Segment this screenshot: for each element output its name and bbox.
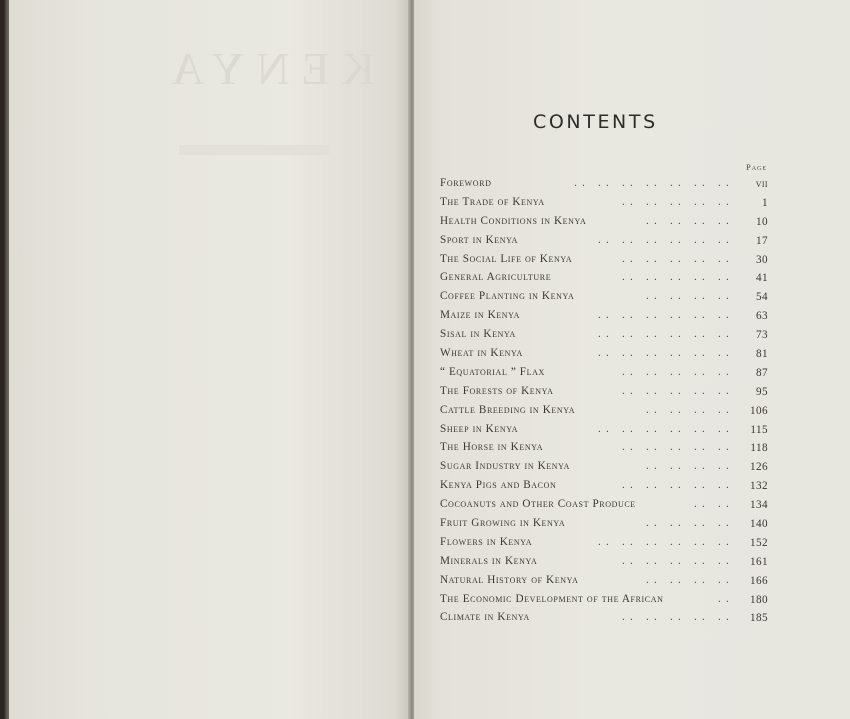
toc-entry — [440, 515, 770, 534]
toc-entry-page: 54 — [756, 291, 768, 304]
page-column-header: Page — [746, 162, 768, 172]
toc-entry — [440, 496, 770, 515]
toc-leader-dots: .. .. .. .. .. .. — [598, 422, 734, 435]
toc-entry-page: 1 — [762, 196, 768, 209]
toc-entry — [440, 175, 770, 194]
toc-entry — [440, 591, 770, 610]
toc-entry-title: The Forests of Kenya — [440, 384, 554, 397]
toc-entry-page: 152 — [750, 536, 768, 549]
toc-entry-title: Health Conditions in Kenya — [440, 214, 587, 227]
toc-entry-title: Cocoanuts and Other Coast Produce — [440, 498, 636, 511]
show-through-title: KENYA — [159, 43, 375, 94]
toc-entry — [440, 609, 770, 628]
toc-leader-dots: .. .. .. .. .. — [622, 252, 734, 265]
contents-title: CONTENTS — [533, 111, 658, 133]
toc-entry — [440, 439, 770, 458]
toc-entry-title: Flowers in Kenya — [440, 535, 533, 548]
toc-leader-dots: .. .. .. .. .. .. — [598, 347, 734, 360]
toc-entry — [440, 534, 770, 553]
toc-leader-dots: .. .. .. .. .. — [622, 365, 734, 378]
toc-entry-page: 106 — [750, 404, 768, 417]
toc-entry-title: Foreword — [440, 177, 492, 189]
toc-leader-dots: .. .. .. .. .. — [622, 195, 734, 208]
toc-entry-page: 132 — [750, 480, 768, 493]
show-through-subtitle — [179, 145, 329, 155]
toc-leader-dots: .. .. .. .. — [646, 403, 734, 416]
toc-entry-title: Maize in Kenya — [440, 309, 521, 322]
toc-entry-page: 41 — [756, 272, 768, 285]
toc-entry-page: 134 — [750, 499, 768, 512]
toc-leader-dots: .. .. .. .. .. .. .. — [574, 177, 734, 189]
toc-entry-page: 95 — [756, 385, 768, 398]
toc-entry-page: 10 — [756, 215, 768, 228]
toc-entry-title: Fruit Growing in Kenya — [440, 517, 566, 530]
toc-entry — [440, 326, 770, 345]
toc-entry-title: Sheep in Kenya — [440, 422, 519, 435]
toc-entry-title: Kenya Pigs and Bacon — [440, 479, 557, 492]
toc-entry-title: Cattle Breeding in Kenya — [440, 403, 576, 416]
left-page — [9, 0, 410, 719]
toc-leader-dots: .. .. .. .. .. .. — [598, 535, 734, 548]
toc-entry-page: 140 — [750, 518, 768, 531]
toc-entry-page: 118 — [750, 442, 768, 455]
toc-leader-dots: .. .. .. .. .. — [622, 384, 734, 397]
toc-leader-dots: .. — [718, 592, 734, 605]
toc-leader-dots: .. .. .. .. .. .. — [598, 328, 734, 341]
toc-leader-dots: .. .. .. .. — [646, 460, 734, 473]
toc-leader-dots: .. .. .. .. .. — [622, 611, 734, 624]
toc-entry-title: Minerals in Kenya — [440, 554, 538, 567]
toc-entry-page: 126 — [750, 461, 768, 474]
toc-entry — [440, 251, 770, 270]
toc-leader-dots: .. .. .. .. .. .. — [598, 309, 734, 322]
toc-entry — [440, 213, 770, 232]
toc-entry-title: Natural History of Kenya — [440, 573, 579, 586]
toc-entry-page: 63 — [756, 310, 768, 323]
toc-entry-page: 161 — [750, 555, 768, 568]
toc-entry — [440, 194, 770, 213]
toc-leader-dots: .. .. .. .. .. — [622, 441, 734, 454]
toc-entry-title: “ Equatorial ” Flax — [440, 365, 545, 378]
toc-entry — [440, 307, 770, 326]
toc-leader-dots: .. .. .. .. .. — [622, 479, 734, 492]
toc-entry — [440, 477, 770, 496]
toc-entry — [440, 402, 770, 421]
toc-leader-dots: .. .. — [694, 498, 734, 511]
toc-leader-dots: .. .. .. .. — [646, 573, 734, 586]
toc-entry-title: Wheat in Kenya — [440, 347, 523, 360]
toc-leader-dots: .. .. .. .. — [646, 214, 734, 227]
toc-entry — [440, 364, 770, 383]
toc-entry-page: 73 — [756, 329, 768, 342]
toc-entry-title: The Trade of Kenya — [440, 195, 545, 208]
toc-entry-title: Coffee Planting in Kenya — [440, 290, 575, 303]
toc-entry — [440, 421, 770, 440]
toc-entry-title: Sisal in Kenya — [440, 328, 516, 341]
toc-entry-page: 30 — [756, 253, 768, 266]
toc-entry — [440, 288, 770, 307]
toc-entry-page: 17 — [756, 234, 768, 247]
toc-leader-dots: .. .. .. .. — [646, 290, 734, 303]
toc-entry-page: 166 — [750, 574, 768, 587]
toc-entry — [440, 553, 770, 572]
toc-entry — [440, 345, 770, 364]
toc-entry — [440, 232, 770, 251]
toc-entry-page: 115 — [750, 423, 768, 436]
toc-entry — [440, 269, 770, 288]
toc-entry — [440, 572, 770, 591]
toc-entry — [440, 458, 770, 477]
toc-entry-page: 185 — [750, 612, 768, 625]
toc-entry-page: 180 — [750, 593, 768, 606]
toc-entry-page: 81 — [756, 348, 768, 361]
toc-leader-dots: .. .. .. .. .. — [622, 271, 734, 284]
toc-entry-title: Sugar Industry in Kenya — [440, 460, 570, 473]
toc-leader-dots: .. .. .. .. .. — [622, 554, 734, 567]
toc-entry — [440, 383, 770, 402]
toc-entry-title: The Social Life of Kenya — [440, 252, 573, 265]
table-of-contents — [440, 175, 770, 628]
toc-entry-page: 87 — [756, 366, 768, 379]
toc-leader-dots: .. .. .. .. — [646, 517, 734, 530]
toc-entry-title: General Agriculture — [440, 271, 552, 284]
toc-leader-dots: .. .. .. .. .. .. — [598, 233, 734, 246]
toc-entry-title: Sport in Kenya — [440, 233, 519, 246]
toc-entry-title: Climate in Kenya — [440, 611, 530, 624]
toc-entry-title: The Horse in Kenya — [440, 441, 544, 454]
toc-entry-title: The Economic Development of the African — [440, 592, 664, 605]
toc-entry-page: vii — [755, 178, 768, 190]
